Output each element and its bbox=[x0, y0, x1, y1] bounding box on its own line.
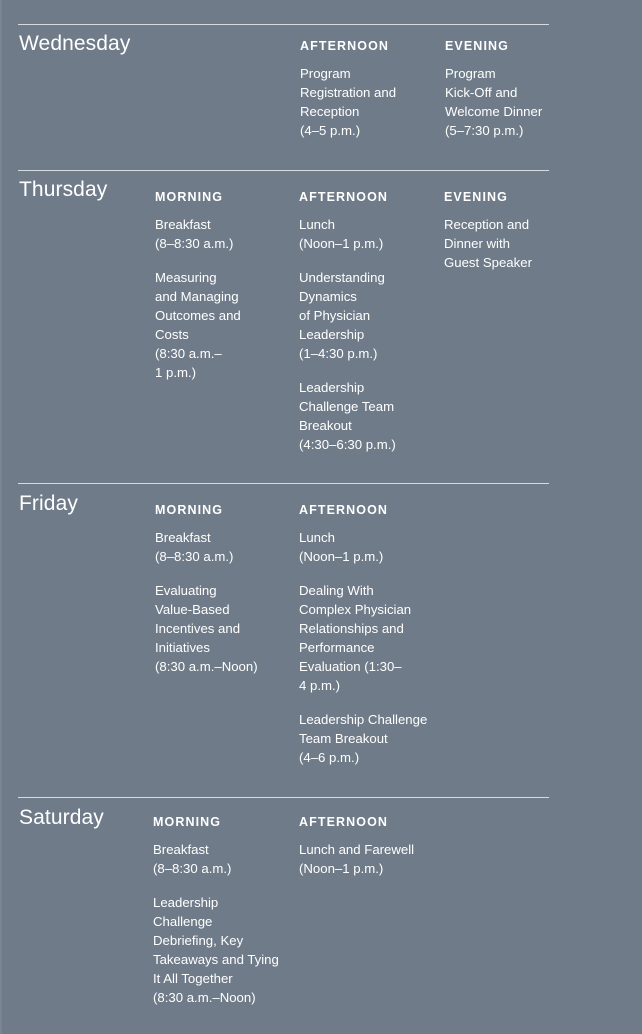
time-of-day-heading: AFTERNOON bbox=[299, 503, 389, 517]
schedule-item-text: Measuring bbox=[155, 270, 217, 285]
schedule-item-text: Evaluating bbox=[155, 583, 217, 598]
schedule-item-text: Challenge bbox=[153, 914, 213, 929]
schedule-item-text: Value-Based bbox=[155, 602, 230, 617]
section-divider bbox=[18, 170, 549, 171]
schedule-item-text: Program bbox=[445, 66, 496, 81]
schedule-item-text: Dynamics bbox=[299, 289, 357, 304]
schedule-item-text: Breakout bbox=[299, 418, 352, 433]
schedule-item-text: (1–4:30 p.m.) bbox=[299, 346, 378, 361]
schedule-item-text: Debriefing, Key bbox=[153, 933, 244, 948]
day-heading: Friday bbox=[19, 492, 78, 515]
time-of-day-heading: MORNING bbox=[155, 503, 224, 517]
schedule-item-text: (8–8:30 a.m.) bbox=[153, 861, 232, 876]
schedule-item-text: (4–5 p.m.) bbox=[300, 123, 361, 138]
section-divider bbox=[18, 797, 549, 798]
schedule-item-text: (8–8:30 a.m.) bbox=[155, 549, 234, 564]
time-of-day-heading: AFTERNOON bbox=[300, 39, 390, 53]
schedule-item-text: Evaluation (1:30– bbox=[299, 659, 402, 674]
schedule-item bbox=[153, 840, 293, 878]
time-column-afternoon bbox=[299, 502, 439, 782]
day-heading: Thursday bbox=[19, 178, 108, 201]
schedule-item-text: Performance bbox=[299, 640, 375, 655]
schedule-item bbox=[299, 710, 439, 767]
schedule-item bbox=[153, 893, 293, 1007]
schedule-item-text: (4–6 p.m.) bbox=[299, 750, 360, 765]
time-of-day-heading: EVENING bbox=[444, 190, 508, 204]
time-column-afternoon bbox=[299, 189, 439, 469]
section-divider bbox=[18, 24, 549, 25]
schedule-item-text: (8–8:30 a.m.) bbox=[155, 236, 234, 251]
schedule-item-text: Reception bbox=[300, 104, 360, 119]
schedule-item-text: Dinner with bbox=[444, 236, 510, 251]
schedule-item-text: (Noon–1 p.m.) bbox=[299, 861, 384, 876]
schedule-item-text: Complex Physician bbox=[299, 602, 412, 617]
time-of-day-heading: EVENING bbox=[445, 39, 509, 53]
schedule-item bbox=[155, 581, 295, 676]
page-frame-edge bbox=[0, 0, 2, 1034]
schedule-item bbox=[155, 528, 295, 566]
schedule-item-text: Welcome Dinner bbox=[445, 104, 543, 119]
day-heading: Wednesday bbox=[19, 32, 131, 55]
schedule-item-text: Initiatives bbox=[155, 640, 210, 655]
time-of-day-heading: MORNING bbox=[153, 815, 222, 829]
schedule-item-text: Understanding bbox=[299, 270, 385, 285]
schedule-item-text: Team Breakout bbox=[299, 731, 388, 746]
schedule-item bbox=[300, 64, 440, 140]
schedule-item-text: Program bbox=[300, 66, 351, 81]
schedule-item-text: Outcomes and bbox=[155, 308, 241, 323]
schedule-item-text: of Physician bbox=[299, 308, 371, 323]
schedule-item bbox=[299, 581, 439, 695]
time-of-day-heading: MORNING bbox=[155, 190, 224, 204]
time-column-morning bbox=[153, 814, 293, 1022]
schedule-item-text: Costs bbox=[155, 327, 189, 342]
schedule-item-text: Takeaways and Tying bbox=[153, 952, 279, 967]
schedule-item-text: Breakfast bbox=[155, 530, 211, 545]
time-column-afternoon bbox=[300, 38, 440, 155]
schedule-item-text: Lunch and Farewell bbox=[299, 842, 415, 857]
time-column-evening bbox=[445, 38, 585, 155]
schedule-item-text: Dealing With bbox=[299, 583, 374, 598]
schedule-item-text: Lunch bbox=[299, 217, 335, 232]
schedule-item-text: Guest Speaker bbox=[444, 255, 532, 270]
schedule-item bbox=[155, 268, 295, 382]
schedule-item-text: (8:30 a.m.–Noon) bbox=[153, 990, 256, 1005]
schedule-item-text: Leadership bbox=[153, 895, 219, 910]
time-column-morning bbox=[155, 502, 295, 691]
schedule-item-text: (Noon–1 p.m.) bbox=[299, 549, 384, 564]
schedule-item-text: Leadership bbox=[299, 327, 365, 342]
schedule-item-text: Breakfast bbox=[155, 217, 211, 232]
schedule-item-text: Reception and bbox=[444, 217, 530, 232]
time-column-evening bbox=[444, 189, 584, 287]
schedule-item-text: (8:30 a.m.–Noon) bbox=[155, 659, 258, 674]
time-column-morning bbox=[155, 189, 295, 397]
schedule-item-text: Incentives and bbox=[155, 621, 241, 636]
schedule-item-text: Relationships and bbox=[299, 621, 404, 636]
schedule-item-text: Kick-Off and bbox=[445, 85, 518, 100]
schedule-item bbox=[299, 378, 439, 454]
schedule-item-text: It All Together bbox=[153, 971, 233, 986]
schedule-item bbox=[155, 215, 295, 253]
schedule-item-text: (Noon–1 p.m.) bbox=[299, 236, 384, 251]
schedule-item-text: (8:30 a.m.– bbox=[155, 346, 222, 361]
schedule-item bbox=[299, 528, 439, 566]
schedule-item bbox=[444, 215, 584, 272]
schedule-item-text: 1 p.m.) bbox=[155, 365, 197, 380]
schedule-item-text: Breakfast bbox=[153, 842, 209, 857]
time-of-day-heading: AFTERNOON bbox=[299, 815, 389, 829]
schedule-item-text: Leadership bbox=[299, 380, 365, 395]
schedule-item-text: (5–7:30 p.m.) bbox=[445, 123, 524, 138]
schedule-item bbox=[299, 840, 439, 878]
schedule-item-text: Lunch bbox=[299, 530, 335, 545]
schedule-item-text: Challenge Team bbox=[299, 399, 395, 414]
schedule-item bbox=[445, 64, 585, 140]
day-heading: Saturday bbox=[19, 806, 104, 829]
schedule-item-text: Registration and bbox=[300, 85, 397, 100]
schedule-item bbox=[299, 268, 439, 363]
schedule-item bbox=[299, 215, 439, 253]
schedule-item-text: 4 p.m.) bbox=[299, 678, 341, 693]
time-of-day-heading: AFTERNOON bbox=[299, 190, 389, 204]
time-column-afternoon bbox=[299, 814, 439, 893]
schedule-item-text: and Managing bbox=[155, 289, 239, 304]
schedule-item-text: (4:30–6:30 p.m.) bbox=[299, 437, 396, 452]
schedule-item-text: Leadership Challenge bbox=[299, 712, 428, 727]
section-divider bbox=[18, 483, 549, 484]
